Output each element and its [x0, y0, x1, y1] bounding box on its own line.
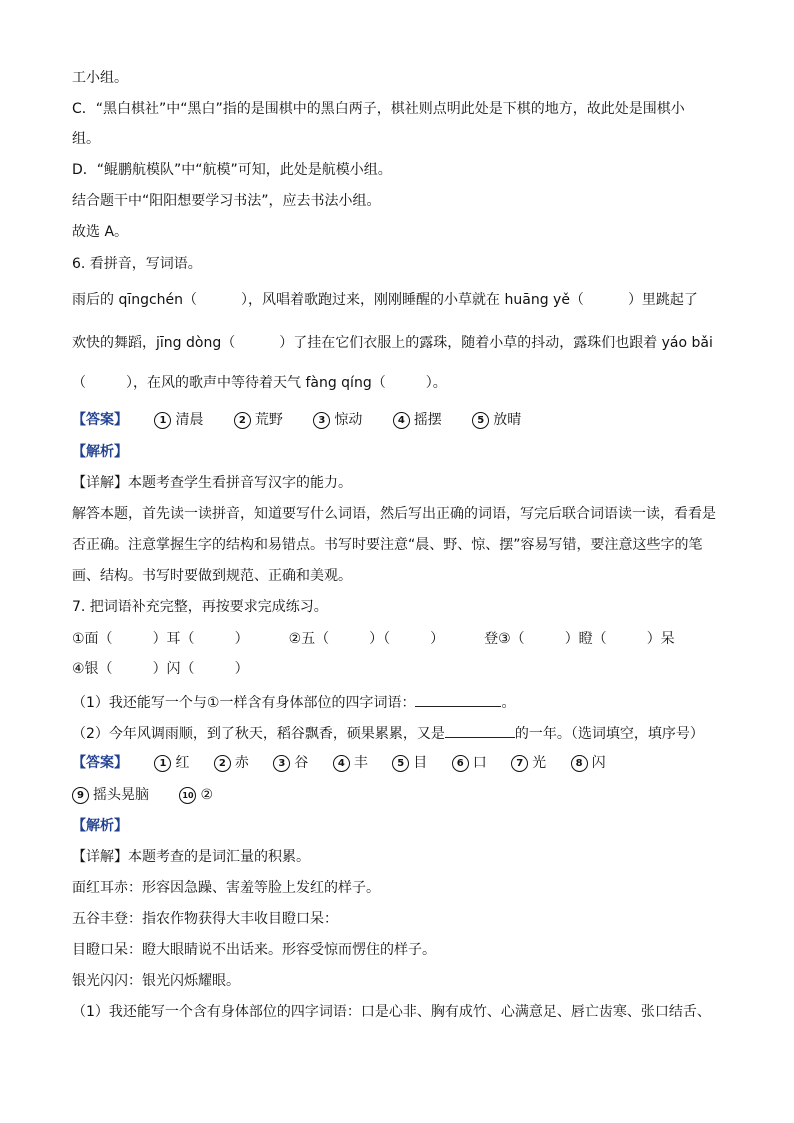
question-6-passage-line-1: [72, 291, 698, 309]
question-6-detail: [72, 474, 352, 492]
question-7-row-2: [72, 660, 249, 678]
question-7-answer-row-2: [72, 786, 239, 804]
question-7-sub-2: [72, 723, 704, 743]
fill-text: ）瞪（: [564, 631, 607, 647]
answer-item: [333, 754, 368, 772]
question-7-sub-1: [72, 692, 515, 712]
question-6-title: 6. 看拼音，写词语。: [72, 256, 202, 272]
answer-text: 摇头晃脑: [93, 787, 149, 803]
sub-question-text: 的一年。（选词填空，填序号）: [514, 726, 704, 742]
fill-text: ④银（: [72, 661, 113, 677]
fill-text: ）: [234, 661, 249, 677]
fill-text: ）: [430, 631, 445, 647]
explanation-line: 目瞪口呆：瞪大眼睛说不出话来。形容受惊而愣住的样子。: [72, 942, 436, 958]
answer-number: 1: [154, 755, 171, 772]
passage-text: （: [72, 375, 86, 391]
answer-number: 5: [392, 755, 409, 772]
sub-question-text: 。: [501, 695, 516, 711]
answer-number: 3: [273, 755, 290, 772]
answer-text: ②: [200, 787, 214, 803]
answer-number: 6: [452, 755, 469, 772]
question-6-passage-line-2: [72, 334, 713, 352]
explanation-line: 否正确。注意掌握生字的结构和易错点。书写时要注意“晨、野、惊、摆”容易写错，要注意这些字的笔: [72, 537, 703, 553]
answer-item: [214, 754, 249, 772]
answer-blank: [415, 692, 501, 707]
text-line: D．“鲲鹏航模队”中“航模”可知，此处是航模小组。: [72, 162, 392, 178]
answer-blank: [445, 723, 515, 738]
answer-item: [393, 411, 442, 429]
explanation-line: 面红耳赤：形容因急躁、害羞等脸上发红的样子。: [72, 880, 380, 896]
answer-text: 谷: [294, 755, 309, 771]
explanation-line: 画、结构。书写时要做到规范、正确和美观。: [72, 568, 352, 584]
explanation-line: 解答本题，首先读一读拼音，知道要写什么词语，然后写出正确的词语，写完后联合词语读一读，看看是: [72, 506, 716, 522]
answer-item: [472, 411, 521, 429]
answer-item: [273, 754, 308, 772]
answer-item: [511, 754, 546, 772]
answer-text: 红: [175, 755, 190, 771]
analysis-tag: 【解析】: [72, 818, 128, 834]
passage-text: ）了挂在它们衣服上的露珠，随着小草的抖动，露珠们也跟着 yáo bǎi: [279, 335, 713, 351]
answer-text: 丰: [353, 755, 368, 771]
answer-number: 5: [472, 412, 489, 429]
sub-question-text: （2）今年风调雨顺，到了秋天，稻谷飘香，硕果累累，又是: [72, 726, 445, 742]
fill-text: ②五（: [288, 631, 330, 647]
answer-text: 光: [532, 755, 547, 771]
answer-item: [154, 754, 189, 772]
answer-text: 闪: [591, 755, 606, 771]
answer-text: 赤: [234, 755, 249, 771]
detail-tag: 【详解】: [72, 849, 128, 865]
explanation-line: （1）我还能写一个含有身体部位的四字词语：口是心非、胸有成竹、心满意足、唇亡齿寒、张口结舌、: [72, 1004, 711, 1020]
text-line: 故选 A。: [72, 224, 129, 240]
answer-text: 惊动: [334, 412, 363, 428]
answer-item: [72, 786, 149, 804]
sub-question-text: （1）我还能写一个与①一样含有身体部位的四字词语：: [72, 695, 416, 711]
answer-number: 10: [179, 787, 196, 804]
answer-number: 3: [313, 412, 330, 429]
detail-tag: 【详解】: [72, 475, 128, 491]
text-line: 工小组。: [72, 70, 128, 86]
explanation-line: 银光闪闪：银光闪烁耀眼。: [72, 973, 240, 989]
question-6-passage-line-3: [72, 374, 447, 392]
text-line: C．“黑白棋社”中“黑白”指的是围棋中的黑白两子，棋社则点明此处是下棋的地方，故此处是围棋小: [72, 101, 685, 117]
passage-text: ），风唱着歌跑过来，刚刚睡醒的小草就在 huāng yě（: [241, 292, 584, 308]
answer-number: 9: [72, 787, 89, 804]
answer-item: [179, 786, 213, 804]
answer-text: 放晴: [493, 412, 522, 428]
fill-text: ）呆: [646, 631, 675, 647]
fill-text: ）耳（: [152, 631, 195, 647]
answer-text: 口: [472, 755, 487, 771]
question-6-answer-row: [72, 411, 547, 429]
answer-number: 7: [511, 755, 528, 772]
fill-text: ）闪（: [152, 661, 195, 677]
answer-item: [452, 754, 487, 772]
text-line: 组。: [72, 131, 100, 147]
fill-text: 登③（: [484, 631, 525, 647]
answer-number: 4: [393, 412, 410, 429]
answer-item: [234, 411, 283, 429]
answer-number: 2: [234, 412, 251, 429]
text-line: 结合题干中“阳阳想要学习书法”，应去书法小组。: [72, 193, 381, 209]
question-7-detail: [72, 848, 310, 866]
answer-text: 摇摆: [413, 412, 442, 428]
detail-text: 本题考查学生看拼音写汉字的能力。: [128, 475, 352, 491]
answer-item: [313, 411, 362, 429]
answer-text: 清晨: [175, 412, 204, 428]
answer-number: 1: [154, 412, 171, 429]
fill-text: ①面（: [72, 631, 113, 647]
fill-text: ）（: [369, 631, 391, 647]
answer-item: [571, 754, 606, 772]
detail-text: 本题考查的是词汇量的积累。: [128, 849, 310, 865]
answer-item: [154, 411, 203, 429]
answer-text: 荒野: [254, 412, 283, 428]
explanation-line: 五谷丰登：指农作物获得大丰收目瞪口呆：: [72, 911, 338, 927]
answer-tag: 【答案】: [72, 412, 128, 428]
passage-text: ）里跳起了: [627, 292, 698, 308]
answer-number: 8: [571, 755, 588, 772]
question-7-row-1: [72, 630, 675, 648]
question-7-title: 7. 把词语补充完整，再按要求完成练习。: [72, 599, 328, 615]
analysis-tag: 【解析】: [72, 444, 128, 460]
passage-text: ），在风的歌声中等待着天气 fàng qíng（: [126, 375, 386, 391]
passage-text: 欢快的舞蹈，jīng dòng（: [72, 335, 236, 351]
answer-number: 4: [333, 755, 350, 772]
fill-text: ）: [234, 631, 249, 647]
answer-tag: 【答案】: [72, 755, 128, 771]
answer-text: 目: [413, 755, 428, 771]
answer-number: 2: [214, 755, 231, 772]
question-7-answer-row: [72, 754, 606, 772]
answer-item: [392, 754, 427, 772]
passage-text: ）。: [425, 375, 447, 391]
passage-text: 雨后的 qīngchén（: [72, 292, 198, 308]
